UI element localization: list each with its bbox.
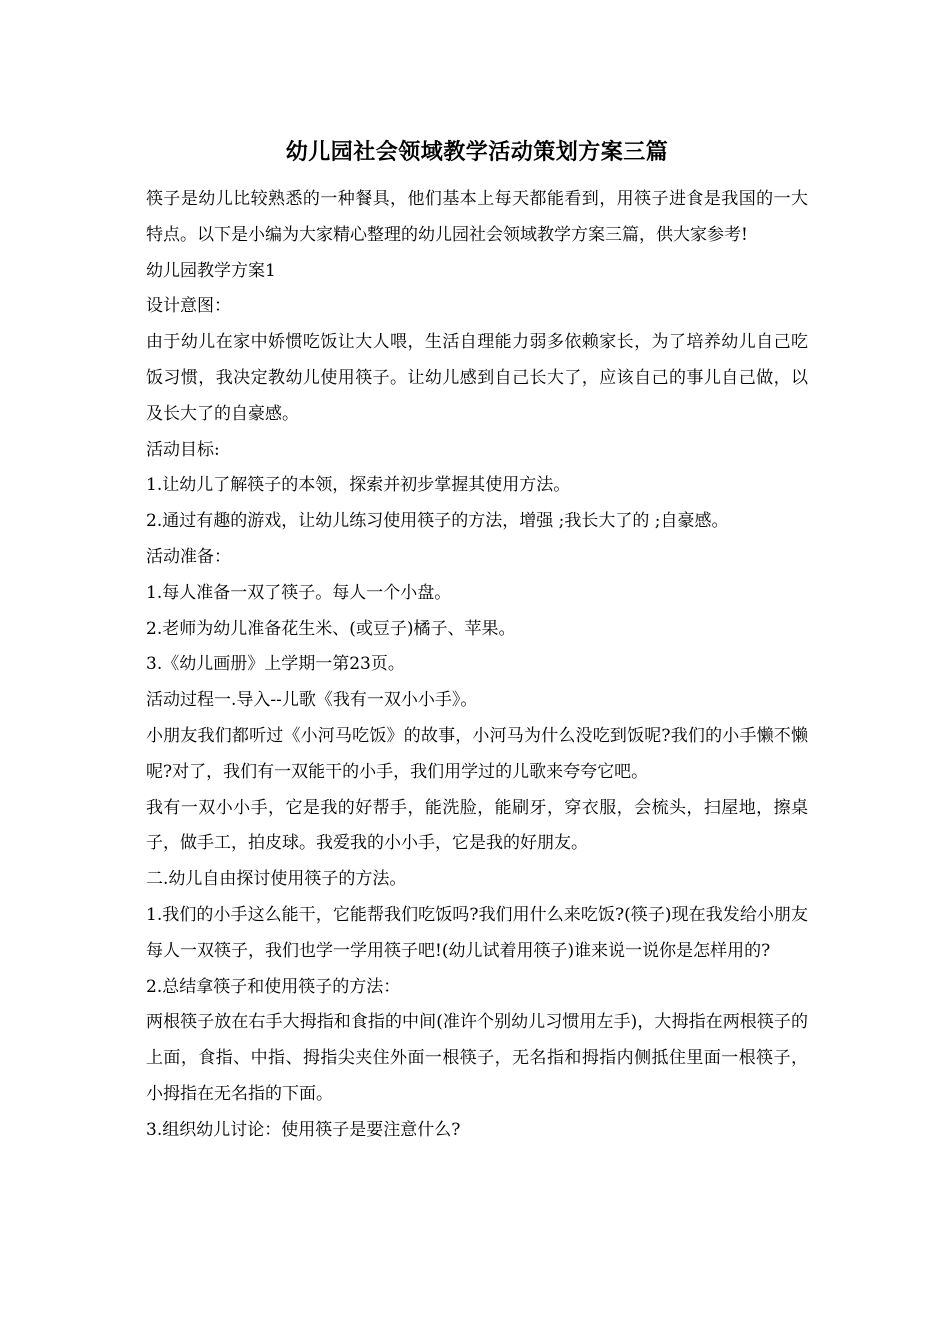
document-title: 幼儿园社会领域教学活动策划方案三篇 [285, 139, 669, 165]
paragraph-step-3: 3.组织幼儿讨论：使用筷子是要注意什么? [146, 1119, 461, 1140]
paragraph-preparation-3: 3.《幼儿画册》上学期一第23页。 [146, 654, 405, 675]
paragraph-intro: 筷子是幼儿比较熟悉的一种餐具，他们基本上每天都能看到，用筷子进食是我国的一大特点。以下是小编为大家精心整理的幼儿园社会领域教学方案三篇，供大家参考! [146, 189, 808, 245]
paragraph-goal-1: 1.让幼儿了解筷子的本领，探索并初步掌握其使用方法。 [146, 475, 571, 496]
paragraph-design-intent-heading: 设计意图： [146, 296, 231, 317]
paragraph-preparation-heading: 活动准备： [146, 546, 231, 567]
paragraph-design-intent: 由于幼儿在家中娇惯吃饭让大人喂，生活自理能力弱多依赖家长，为了培养幼儿自己吃饭习惯，我决定教幼儿使用筷子。让幼儿感到自己长大了，应该自己的事儿自己做，以及长大了的自豪感。 [146, 332, 808, 424]
paragraph-rhyme: 我有一双小小手，它是我的好帮手，能洗脸，能刷牙，穿衣服，会梳头，扫屋地，擦桌子，做手工，拍皮球。我爱我的小小手，它是我的好朋友。 [146, 797, 808, 854]
document-body [146, 128, 808, 1149]
paragraph-preparation-2: 2.老师为幼儿准备花生米、(或豆子)橘子、苹果。 [146, 618, 516, 639]
paragraph-method: 两根筷子放在右手大拇指和食指的中间(准许个别幼儿习惯用左手)，大拇指在两根筷子的上面，食指、中指、拇指尖夹住外面一根筷子，无名指和拇指内侧抵住里面一根筷子，小拇指在无名指的下面。 [146, 1012, 808, 1104]
paragraph-section-2-heading: 二.幼儿自由探讨使用筷子的方法。 [146, 869, 407, 890]
paragraph-preparation-1: 1.每人准备一双了筷子。每人一个小盘。 [146, 582, 452, 603]
paragraph-goal-2: 2.通过有趣的游戏，让幼儿练习使用筷子的方法，增强 ;我长大了的 ;自豪感。 [146, 511, 729, 532]
paragraph-step-2: 2.总结拿筷子和使用筷子的方法： [146, 976, 401, 997]
paragraph-goals-heading: 活动目标: [146, 439, 220, 460]
paragraph-plan-heading: 幼儿园教学方案1 [146, 260, 276, 281]
paragraph-process-intro: 小朋友我们都听过《小河马吃饭》的故事，小河马为什么没吃到饭呢?我们的小手懒不懒呢?对了，我们有一双能干的小手，我们用学过的儿歌来夸夸它吧。 [146, 725, 808, 782]
paragraph-step-1: 1.我们的小手这么能干，它能帮我们吃饭吗?我们用什么来吃饭?(筷子)现在我发给小朋友每人一双筷子，我们也学一学用筷子吧!(幼儿试着用筷子)谁来说一说你是怎样用的? [146, 904, 808, 961]
paragraph-process-heading: 活动过程一.导入--儿歌《我有一双小小手》。 [146, 690, 478, 711]
